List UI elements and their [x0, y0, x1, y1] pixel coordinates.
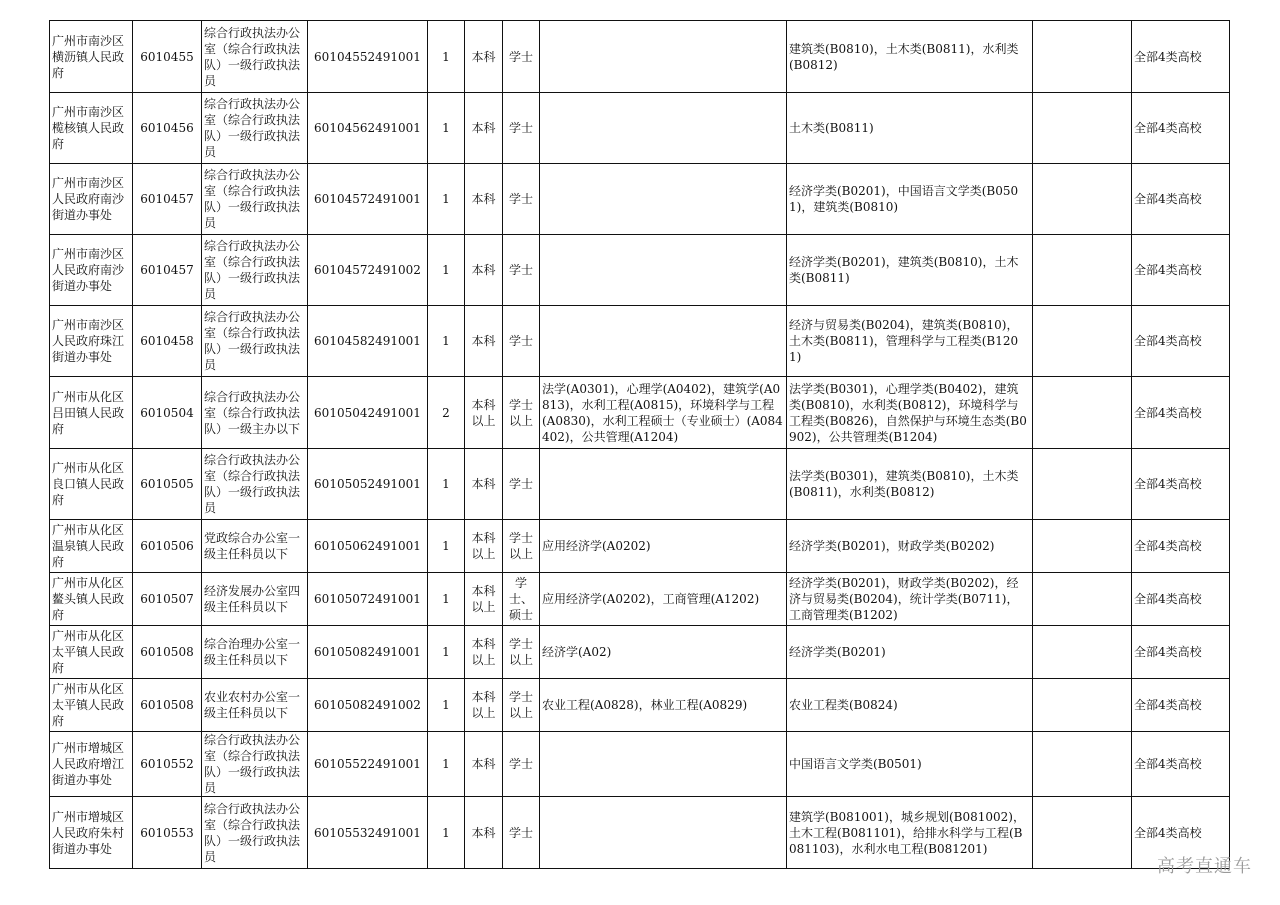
- degree-cell: 学士: [503, 93, 540, 164]
- degree-cell: 学士: [503, 306, 540, 377]
- table-row: [50, 93, 1230, 164]
- undergraduate-major-cell: 经济学类(B0201)，建筑类(B0810)，土木类(B0811): [787, 235, 1033, 306]
- undergraduate-major-cell: 土木类(B0811): [787, 93, 1033, 164]
- headcount-cell: 1: [428, 21, 465, 93]
- post-id-cell: 60104572491001: [308, 164, 428, 235]
- headcount-cell: 2: [428, 377, 465, 449]
- unit-code-cell: 6010456: [133, 93, 202, 164]
- post-name-cell: 综合治理办公室一级主任科员以下: [202, 626, 308, 679]
- table-row: [50, 679, 1230, 732]
- headcount-cell: 1: [428, 164, 465, 235]
- degree-cell: 学士以上: [503, 520, 540, 573]
- post-id-cell: 60105082491002: [308, 679, 428, 732]
- headcount-cell: 1: [428, 93, 465, 164]
- education-cell: 本科: [465, 797, 503, 869]
- other-requirements-cell: [1033, 626, 1132, 679]
- headcount-cell: 1: [428, 306, 465, 377]
- post-name-cell: 党政综合办公室一级主任科员以下: [202, 520, 308, 573]
- unit-cell: 广州市南沙区榄核镇人民政府: [50, 93, 133, 164]
- post-name-cell: 经济发展办公室四级主任科员以下: [202, 573, 308, 626]
- unit-cell: 广州市从化区吕田镇人民政府: [50, 377, 133, 449]
- education-cell: 本科以上: [465, 626, 503, 679]
- education-cell: 本科: [465, 732, 503, 797]
- table-row: [50, 573, 1230, 626]
- unit-cell: 广州市南沙区人民政府珠江街道办事处: [50, 306, 133, 377]
- education-cell: 本科以上: [465, 679, 503, 732]
- unit-cell: 广州市从化区太平镇人民政府: [50, 626, 133, 679]
- undergraduate-major-cell: 农业工程类(B0824): [787, 679, 1033, 732]
- other-requirements-cell: [1033, 732, 1132, 797]
- post-name-cell: 综合行政执法办公室（综合行政执法队）一级行政执法员: [202, 306, 308, 377]
- unit-code-cell: 6010508: [133, 679, 202, 732]
- degree-cell: 学士: [503, 164, 540, 235]
- unit-code-cell: 6010508: [133, 626, 202, 679]
- school-type-cell: 全部4类高校: [1132, 235, 1230, 306]
- headcount-cell: 1: [428, 679, 465, 732]
- graduate-major-cell: 经济学(A02): [540, 626, 787, 679]
- education-cell: 本科: [465, 21, 503, 93]
- unit-cell: 广州市增城区人民政府增江街道办事处: [50, 732, 133, 797]
- unit-code-cell: 6010507: [133, 573, 202, 626]
- education-cell: 本科以上: [465, 377, 503, 449]
- undergraduate-major-cell: 经济学类(B0201)，财政学类(B0202): [787, 520, 1033, 573]
- school-type-cell: 全部4类高校: [1132, 626, 1230, 679]
- unit-code-cell: 6010457: [133, 164, 202, 235]
- post-id-cell: 60104552491001: [308, 21, 428, 93]
- headcount-cell: 1: [428, 449, 465, 520]
- undergraduate-major-cell: 经济学类(B0201)，中国语言文学类(B0501)，建筑类(B0810): [787, 164, 1033, 235]
- education-cell: 本科: [465, 235, 503, 306]
- graduate-major-cell: 农业工程(A0828)，林业工程(A0829): [540, 679, 787, 732]
- post-id-cell: 60104562491001: [308, 93, 428, 164]
- headcount-cell: 1: [428, 235, 465, 306]
- post-name-cell: 综合行政执法办公室（综合行政执法队）一级行政执法员: [202, 21, 308, 93]
- unit-cell: 广州市增城区人民政府朱村街道办事处: [50, 797, 133, 869]
- post-name-cell: 综合行政执法办公室（综合行政执法队）一级行政执法员: [202, 235, 308, 306]
- other-requirements-cell: [1033, 449, 1132, 520]
- table-row: [50, 377, 1230, 449]
- degree-cell: 学士: [503, 732, 540, 797]
- post-name-cell: 综合行政执法办公室（综合行政执法队）一级行政执法员: [202, 164, 308, 235]
- undergraduate-major-cell: 中国语言文学类(B0501): [787, 732, 1033, 797]
- headcount-cell: 1: [428, 626, 465, 679]
- unit-code-cell: 6010455: [133, 21, 202, 93]
- school-type-cell: 全部4类高校: [1132, 377, 1230, 449]
- graduate-major-cell: [540, 21, 787, 93]
- education-cell: 本科: [465, 164, 503, 235]
- undergraduate-major-cell: 经济学类(B0201): [787, 626, 1033, 679]
- school-type-cell: 全部4类高校: [1132, 306, 1230, 377]
- post-name-cell: 综合行政执法办公室（综合行政执法队）一级主办以下: [202, 377, 308, 449]
- education-cell: 本科: [465, 449, 503, 520]
- unit-cell: 广州市南沙区人民政府南沙街道办事处: [50, 164, 133, 235]
- post-id-cell: 60105072491001: [308, 573, 428, 626]
- graduate-major-cell: [540, 93, 787, 164]
- undergraduate-major-cell: 经济与贸易类(B0204)，建筑类(B0810)，土木类(B0811)，管理科学与工程类(B1201): [787, 306, 1033, 377]
- education-cell: 本科: [465, 306, 503, 377]
- post-id-cell: 60104582491001: [308, 306, 428, 377]
- post-id-cell: 60105042491001: [308, 377, 428, 449]
- education-cell: 本科以上: [465, 520, 503, 573]
- unit-code-cell: 6010506: [133, 520, 202, 573]
- table-row: [50, 21, 1230, 93]
- unit-code-cell: 6010457: [133, 235, 202, 306]
- other-requirements-cell: [1033, 520, 1132, 573]
- undergraduate-major-cell: 建筑类(B0810)，土木类(B0811)，水利类(B0812): [787, 21, 1033, 93]
- school-type-cell: 全部4类高校: [1132, 732, 1230, 797]
- table-row: [50, 797, 1230, 869]
- other-requirements-cell: [1033, 306, 1132, 377]
- other-requirements-cell: [1033, 377, 1132, 449]
- degree-cell: 学士: [503, 235, 540, 306]
- education-cell: 本科: [465, 93, 503, 164]
- unit-code-cell: 6010552: [133, 732, 202, 797]
- graduate-major-cell: [540, 164, 787, 235]
- table-row: [50, 449, 1230, 520]
- degree-cell: 学士: [503, 21, 540, 93]
- degree-cell: 学士以上: [503, 679, 540, 732]
- table-body: [50, 21, 1230, 869]
- school-type-cell: 全部4类高校: [1132, 520, 1230, 573]
- graduate-major-cell: [540, 797, 787, 869]
- school-type-cell: 全部4类高校: [1132, 449, 1230, 520]
- other-requirements-cell: [1033, 573, 1132, 626]
- post-id-cell: 60105082491001: [308, 626, 428, 679]
- post-id-cell: 60105062491001: [308, 520, 428, 573]
- other-requirements-cell: [1033, 93, 1132, 164]
- unit-code-cell: 6010458: [133, 306, 202, 377]
- school-type-cell: 全部4类高校: [1132, 679, 1230, 732]
- graduate-major-cell: [540, 732, 787, 797]
- other-requirements-cell: [1033, 235, 1132, 306]
- headcount-cell: 1: [428, 520, 465, 573]
- post-id-cell: 60105052491001: [308, 449, 428, 520]
- headcount-cell: 1: [428, 732, 465, 797]
- degree-cell: 学士: [503, 797, 540, 869]
- table-row: [50, 306, 1230, 377]
- table-row: [50, 164, 1230, 235]
- headcount-cell: 1: [428, 797, 465, 869]
- watermark-text: 高考直通车: [1157, 856, 1252, 877]
- unit-cell: 广州市从化区温泉镇人民政府: [50, 520, 133, 573]
- unit-cell: 广州市从化区太平镇人民政府: [50, 679, 133, 732]
- post-id-cell: 60104572491002: [308, 235, 428, 306]
- graduate-major-cell: 应用经济学(A0202): [540, 520, 787, 573]
- graduate-major-cell: 应用经济学(A0202)，工商管理(A1202): [540, 573, 787, 626]
- table-row: [50, 235, 1230, 306]
- unit-cell: 广州市南沙区人民政府南沙街道办事处: [50, 235, 133, 306]
- other-requirements-cell: [1033, 679, 1132, 732]
- unit-cell: 广州市从化区良口镇人民政府: [50, 449, 133, 520]
- graduate-major-cell: [540, 449, 787, 520]
- unit-code-cell: 6010504: [133, 377, 202, 449]
- table-row: [50, 520, 1230, 573]
- headcount-cell: 1: [428, 573, 465, 626]
- unit-code-cell: 6010553: [133, 797, 202, 869]
- other-requirements-cell: [1033, 21, 1132, 93]
- school-type-cell: 全部4类高校: [1132, 21, 1230, 93]
- unit-cell: 广州市南沙区横沥镇人民政府: [50, 21, 133, 93]
- recruitment-table: [49, 20, 1230, 869]
- degree-cell: 学士以上: [503, 377, 540, 449]
- table-row: [50, 732, 1230, 797]
- undergraduate-major-cell: 法学类(B0301)，心理学类(B0402)，建筑类(B0810)，水利类(B0812)，环境科学与工程类(B0826)，自然保护与环境生态类(B0902)，公共管理类(B1204): [787, 377, 1033, 449]
- graduate-major-cell: 法学(A0301)，心理学(A0402)，建筑学(A0813)，水利工程(A0815)，环境科学与工程(A0830)，水利工程硕士（专业硕士）(A084402)，公共管理(A1204): [540, 377, 787, 449]
- unit-cell: 广州市从化区鳌头镇人民政府: [50, 573, 133, 626]
- degree-cell: 学士: [503, 449, 540, 520]
- undergraduate-major-cell: 法学类(B0301)，建筑类(B0810)，土木类(B0811)，水利类(B0812): [787, 449, 1033, 520]
- post-id-cell: 60105532491001: [308, 797, 428, 869]
- education-cell: 本科以上: [465, 573, 503, 626]
- unit-code-cell: 6010505: [133, 449, 202, 520]
- post-name-cell: 综合行政执法办公室（综合行政执法队）一级行政执法员: [202, 93, 308, 164]
- school-type-cell: 全部4类高校: [1132, 164, 1230, 235]
- post-name-cell: 综合行政执法办公室（综合行政执法队）一级行政执法员: [202, 449, 308, 520]
- undergraduate-major-cell: 经济学类(B0201)，财政学类(B0202)，经济与贸易类(B0204)，统计学类(B0711)，工商管理类(B1202): [787, 573, 1033, 626]
- degree-cell: 学士以上: [503, 626, 540, 679]
- post-id-cell: 60105522491001: [308, 732, 428, 797]
- graduate-major-cell: [540, 235, 787, 306]
- post-name-cell: 综合行政执法办公室（综合行政执法队）一级行政执法员: [202, 797, 308, 869]
- undergraduate-major-cell: 建筑学(B081001)，城乡规划(B081002)，土木工程(B081101)，给排水科学与工程(B081103)，水利水电工程(B081201): [787, 797, 1033, 869]
- graduate-major-cell: [540, 306, 787, 377]
- school-type-cell: 全部4类高校: [1132, 573, 1230, 626]
- school-type-cell: 全部4类高校: [1132, 797, 1230, 869]
- post-name-cell: 综合行政执法办公室（综合行政执法队）一级行政执法员: [202, 732, 308, 797]
- other-requirements-cell: [1033, 164, 1132, 235]
- other-requirements-cell: [1033, 797, 1132, 869]
- school-type-cell: 全部4类高校: [1132, 93, 1230, 164]
- table-row: [50, 626, 1230, 679]
- post-name-cell: 农业农村办公室一级主任科员以下: [202, 679, 308, 732]
- degree-cell: 学士、硕士: [503, 573, 540, 626]
